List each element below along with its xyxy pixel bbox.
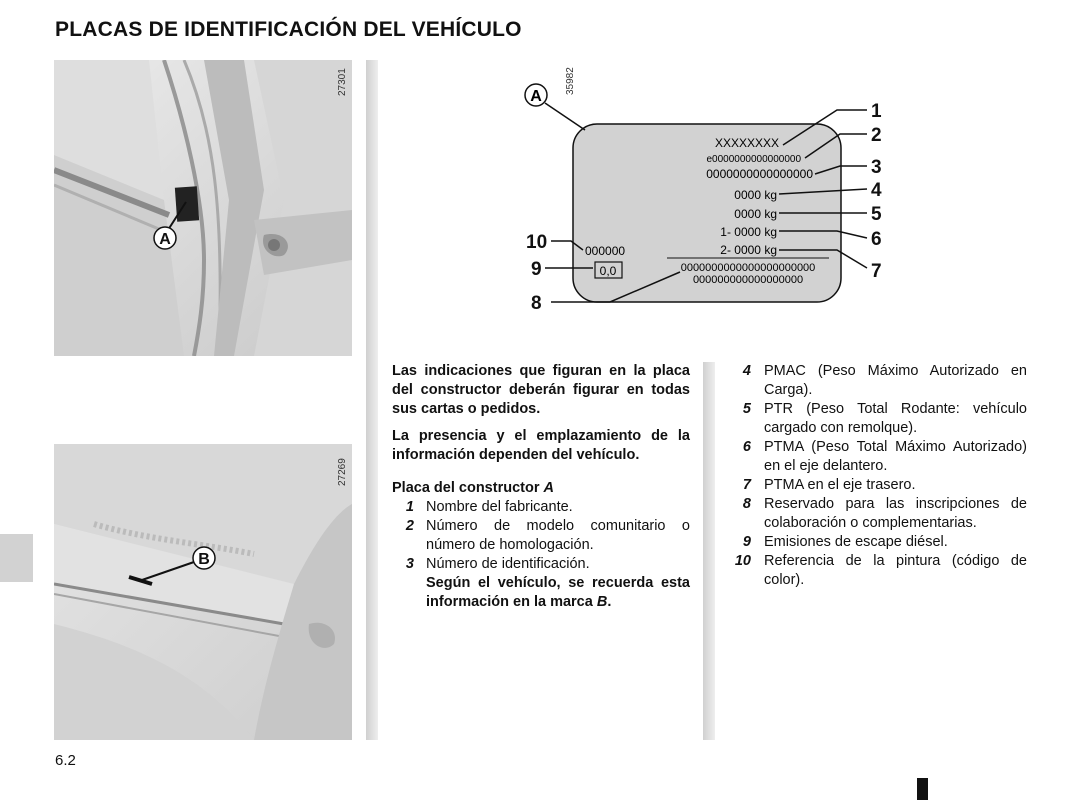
hood-photo-ref: 27269 xyxy=(337,458,348,486)
marking-note xyxy=(426,574,690,612)
plate-ref: 35982 xyxy=(565,67,576,95)
callout-2: 2 xyxy=(871,125,882,146)
hood-photo xyxy=(54,444,352,740)
item-number: 7 xyxy=(742,477,751,493)
item-text: PTMA (Peso Total Máximo Autorizado) en el eje delantero. xyxy=(764,439,1027,474)
item-number: 8 xyxy=(742,496,751,512)
text-column-right xyxy=(731,362,1027,590)
plate-line-5: 0000 kg xyxy=(734,207,777,221)
callout-5: 5 xyxy=(871,204,882,225)
item-text: PTMA en el eje trasero. xyxy=(764,477,916,493)
list-item xyxy=(731,362,1027,400)
item-text: Nombre del fabricante. xyxy=(426,499,573,515)
identification-plate-diagram xyxy=(515,60,895,320)
section-heading-text: Placa del constructor xyxy=(392,480,540,496)
text-column-left xyxy=(392,362,690,612)
list-item xyxy=(731,438,1027,476)
plate-line-9: 0,0 xyxy=(599,264,617,278)
item-number: 5 xyxy=(742,401,751,417)
plate-line-4: 0000 kg xyxy=(734,188,777,202)
item-number: 3 xyxy=(405,556,414,572)
door-pillar-photo xyxy=(54,60,352,356)
door-photo-ref: 27301 xyxy=(337,68,348,96)
item-number: 2 xyxy=(405,518,414,534)
list-item xyxy=(392,555,690,574)
list-item-note xyxy=(392,574,690,612)
plate-line-10: 0000000000000000000000 xyxy=(680,262,816,274)
column-divider-left xyxy=(366,60,378,740)
item-number: 1 xyxy=(405,499,414,515)
item-text: Número de modelo comunitario o número de homologación. xyxy=(426,518,690,553)
page-number: 6.2 xyxy=(55,752,76,769)
item-number: 4 xyxy=(742,363,751,379)
callout-8: 8 xyxy=(531,293,542,314)
item-text: Emisiones de escape diésel. xyxy=(764,534,948,550)
list-item xyxy=(392,517,690,555)
item-text: Número de identificación. xyxy=(426,556,590,572)
callout-3: 3 xyxy=(871,157,882,178)
item-text: Referencia de la pintura (código de color). xyxy=(764,553,1027,588)
plate-line-1: XXXXXXXX xyxy=(714,136,779,150)
list-item xyxy=(731,495,1027,533)
plate-line-7: 2- 0000 kg xyxy=(720,243,777,257)
list-item xyxy=(731,400,1027,438)
plate-line-11: 000000000000000000 xyxy=(692,274,804,286)
section-heading xyxy=(392,479,690,498)
plate-line-6: 1- 0000 kg xyxy=(720,225,777,239)
item-text: PTR (Peso Total Rodante: vehículo cargado con remolque). xyxy=(764,401,1027,436)
item-number: 6 xyxy=(742,439,751,455)
callout-1: 1 xyxy=(871,101,882,122)
list-item xyxy=(731,476,1027,495)
plate-label-a: A xyxy=(530,88,542,105)
item-number: 10 xyxy=(734,553,751,569)
callout-10: 10 xyxy=(526,232,548,253)
intro-paragraph-1: Las indicaciones que figuran en la placa del constructor deberán figurar en todas sus cartas o pedidos. xyxy=(392,363,690,417)
callout-6: 6 xyxy=(871,229,882,250)
marking-note-ref: B xyxy=(596,594,608,610)
section-heading-ref: A xyxy=(543,480,554,496)
item-number: 9 xyxy=(742,534,751,550)
list-item xyxy=(731,533,1027,552)
intro-paragraph-2: La presencia y el emplazamiento de la información dependen del vehículo. xyxy=(392,428,690,463)
door-callout-a: A xyxy=(159,231,171,248)
plate-line-8: 000000 xyxy=(585,244,626,258)
plate-line-3: 0000000000000000 xyxy=(706,167,813,181)
callout-9: 9 xyxy=(531,259,542,280)
page-title: PLACAS DE IDENTIFICACIÓN DEL VEHÍCULO xyxy=(55,18,522,41)
list-item xyxy=(731,552,1027,590)
item-text: PMAC (Peso Máximo Autorizado en Carga). xyxy=(764,363,1027,398)
marking-note-end: . xyxy=(607,594,612,610)
callout-7: 7 xyxy=(871,261,882,282)
list-item xyxy=(392,498,690,517)
section-tab xyxy=(0,534,33,582)
plate-line-2: e0000000000000000 xyxy=(706,154,801,165)
column-divider-right xyxy=(703,362,715,740)
callout-4: 4 xyxy=(871,180,882,201)
marking-note-text: Según el vehículo, se recuerda esta información en la marca xyxy=(426,575,690,610)
item-text: Reservado para las inscripciones de colaboración o complementarias. xyxy=(764,496,1027,531)
hood-callout-b: B xyxy=(198,551,210,568)
page-corner-mark xyxy=(917,778,928,800)
